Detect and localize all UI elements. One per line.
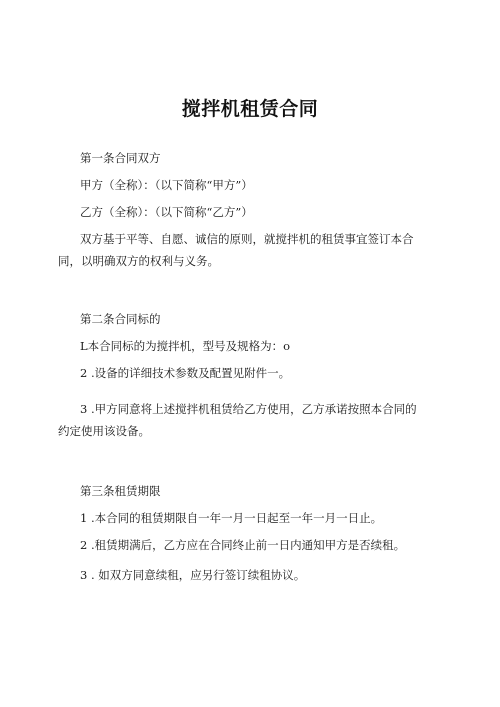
section-heading: 第二条合同标的 <box>80 312 161 326</box>
clause-line: L本合同标的为搅拌机，型号及规格为：o <box>80 339 291 353</box>
clause-paragraph: 3 .甲方同意将上述搅拌机租赁给乙方使用，乙方承诺按照本合同的约定使用该设备。 <box>58 402 417 438</box>
section-heading: 第三条租赁期限 <box>80 484 161 498</box>
document-title: 搅拌机租赁合同 <box>181 98 319 120</box>
clause-line: 2 .设备的详细技术参数及配置见附件一。 <box>80 366 291 380</box>
clause-line: 1 .本合同的租赁期限自一年一月一日起至一年一月一日止。 <box>80 511 383 525</box>
party-b-line: 乙方（全称）：（以下简称“乙方”） <box>80 205 253 219</box>
clause-line: 3 . 如双方同意续租，应另行签订续租协议。 <box>80 568 306 582</box>
clause-line: 2 .租赁期满后，乙方应在合同终止前一日内通知甲方是否续租。 <box>80 538 406 552</box>
section-heading: 第一条合同双方 <box>80 151 161 165</box>
party-a-line: 甲方（全称）：（以下简称“甲方”） <box>80 178 253 192</box>
principle-paragraph: 双方基于平等、自愿、诚信的原则，就搅拌机的租赁事宜签订本合同，以明确双方的权利与义务。 <box>58 232 414 268</box>
